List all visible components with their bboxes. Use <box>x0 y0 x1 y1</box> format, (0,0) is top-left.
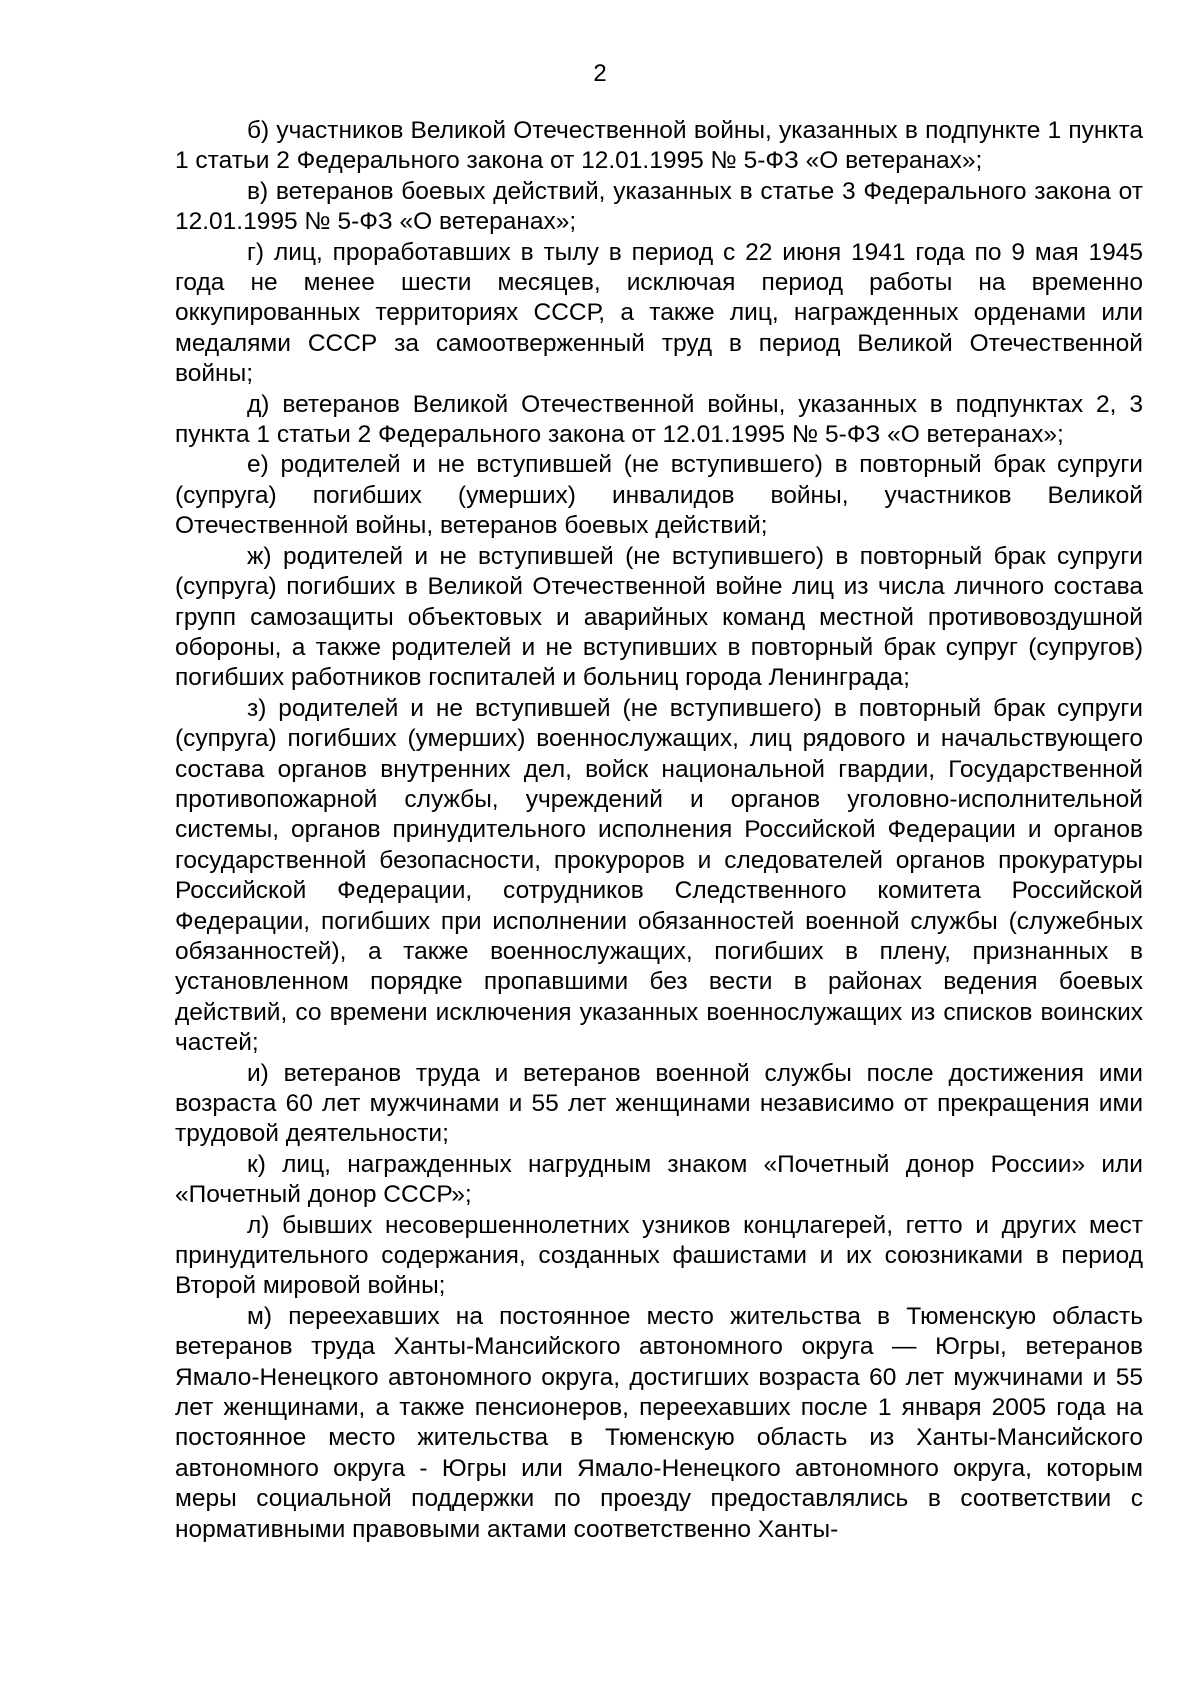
paragraph-l: л) бывших несовершеннолетних узников концлагерей, гетто и других мест принудительного содержания, созданных фашистами и их союзниками в период Второй мировой войны; <box>175 1211 1143 1300</box>
paragraph-m: м) переехавших на постоянное место жительства в Тюменскую область ветеранов труда Ханты-Мансийского автономного округа — Югры, ветеранов Ямало-Ненецкого автономного округа, достигших возраста 60 лет мужчинами и 55 лет женщинами, а также пенсионеров, переехавших после 1 января 2005 года на постоянное место жительства в Тюменскую область из Ханты-Мансийского автономного округа - Югры или Ямало-Ненецкого автономного округа, которым меры социальной поддержки по проезду предоставлялись в соответствии с нормативными правовыми актами соответственно Ханты- <box>175 1302 1143 1543</box>
paragraph-i: и) ветеранов труда и ветеранов военной службы после достижения ими возраста 60 лет мужчинами и 55 лет женщинами независимо от прекращения ими трудовой деятельности; <box>175 1059 1143 1148</box>
paragraph-g: г) лиц, проработавших в тылу в период с 22 июня 1941 года по 9 мая 1945 года не менее шести месяцев, исключая период работы на временно оккупированных территориях СССР, а также лиц, награжденных орденами или медалями СССР за самоотверженный труд в период Великой Отечественной войны; <box>175 238 1143 388</box>
paragraph-b: б) участников Великой Отечественной войны, указанных в подпункте 1 пункта 1 статьи 2 Федерального закона от 12.01.1995 № 5-ФЗ «О ветеранах»; <box>175 117 1143 175</box>
page-number: 2 <box>593 60 607 87</box>
paragraph-d: д) ветеранов Великой Отечественной войны, указанных в подпунктах 2, 3 пункта 1 статьи 2 Федерального закона от 12.01.1995 № 5-ФЗ «О ветеранах»; <box>175 390 1143 449</box>
paragraph-v: в) ветеранов боевых действий, указанных в статье 3 Федерального закона от 12.01.1995 № 5-ФЗ «О ветеранах»; <box>175 177 1143 236</box>
paragraph-e: е) родителей и не вступившей (не вступившего) в повторный брак супруги (супруга) погибших (умерших) инвалидов войны, участников Великой Отечественной войны, ветеранов боевых действий; <box>175 451 1143 540</box>
paragraph-k: к) лиц, награжденных нагрудным знаком «Почетный донор России» или «Почетный донор СССР»; <box>175 1150 1143 1209</box>
paragraph-zh: ж) родителей и не вступившей (не вступившего) в повторный брак супруги (супруга) погибших в Великой Отечественной войне лиц из числа личного состава групп самозащиты объектовых и аварийных команд местной противовоздушной обороны, а также родителей и не вступивших в повторный брак супруг (супругов) погибших работников госпиталей и больниц города Ленинграда; <box>175 542 1143 692</box>
document-body <box>175 116 1143 1545</box>
paragraph-z: з) родителей и не вступившей (не вступившего) в повторный брак супруги (супруга) погибших (умерших) военнослужащих, лиц рядового и начальствующего состава органов внутренних дел, войск национальной гвардии, Государственной противопожарной службы, учреждений и органов уголовно-исполнительной системы, органов принудительного исполнения Российской Федерации и органов государственной безопасности, прокуроров и следователей органов прокуратуры Российской Федерации, сотрудников Следственного комитета Российской Федерации, погибших при исполнении обязанностей военной службы (служебных обязанностей), а также военнослужащих, погибших в плену, признанных в установленном порядке пропавшими без вести в районах ведения боевых действий, со времени исключения указанных военнослужащих из списков воинских частей; <box>175 694 1143 1057</box>
